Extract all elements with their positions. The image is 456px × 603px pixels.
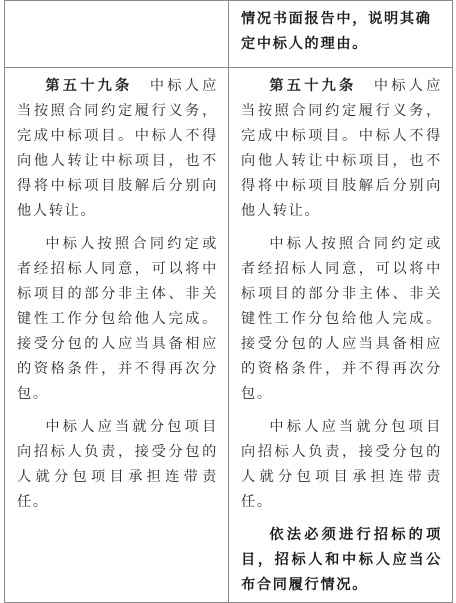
left-paragraph-3: 中标人应当就分包项目向招标人负责，接受分包的人就分包项目承担连带责任。: [17, 419, 218, 510]
right-column-cell: [229, 68, 453, 603]
right-added-paragraph: 依法必须进行招标的项目，招标人和中标人应当公布合同履行情况。: [241, 527, 442, 593]
left-column-cell: [5, 68, 229, 603]
right-article-label: 第五十九条: [269, 78, 357, 94]
right-paragraph-1-text: 中标人应当按照合同约定履行义务，完成中标项目。中标人不得向他人转让中标项目，也不得将中标项目肢解后分别向他人转让。: [241, 78, 442, 219]
left-paragraph-1: [17, 74, 218, 224]
law-comparison-table: [4, 0, 453, 603]
right-paragraph-2: 中标人按照合同约定或者经招标人同意，可以将中标项目的部分非主体、非关键性工作分包给他人完成。接受分包的人应当具备相应的资格条件，并不得再次分包。: [241, 236, 442, 402]
previous-article-tail: 情况书面报告中，说明其确定中标人的理由。: [241, 11, 432, 52]
right-paragraph-3: 中标人应当就分包项目向招标人负责，接受分包的人就分包项目承担连带责任。: [241, 419, 442, 510]
table-cell-top-left: [5, 1, 229, 68]
table-cell-top-right: [229, 1, 453, 68]
left-paragraph-2: 中标人按照合同约定或者经招标人同意，可以将中标项目的部分非主体、非关键性工作分包给他人完成。接受分包的人应当具备相应的资格条件，并不得再次分包。: [17, 236, 218, 402]
left-paragraph-1-text: 中标人应当按照合同约定履行义务，完成中标项目。中标人不得向他人转让中标项目，也不得将中标项目肢解后分别向他人转让。: [17, 78, 218, 219]
table-row: [5, 1, 453, 68]
right-paragraph-1: [241, 74, 442, 224]
table-row: [5, 68, 453, 603]
left-article-label: 第五十九条: [45, 78, 133, 94]
